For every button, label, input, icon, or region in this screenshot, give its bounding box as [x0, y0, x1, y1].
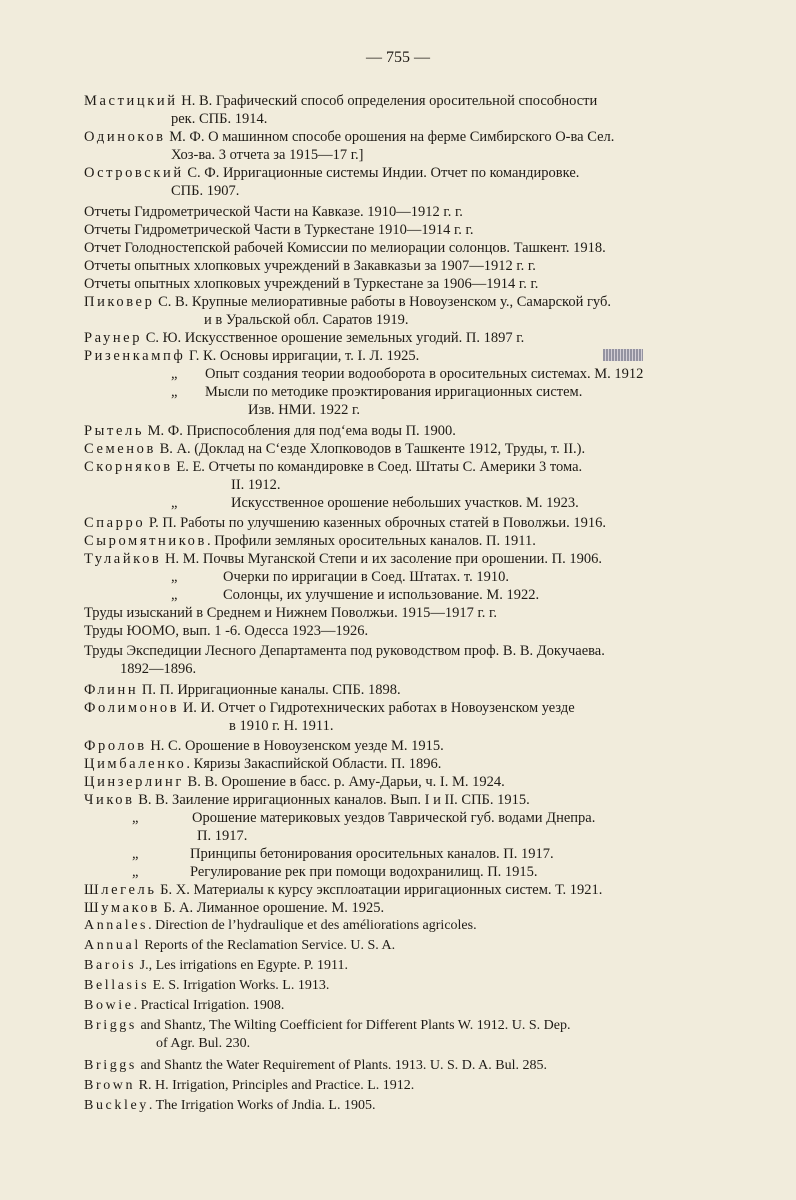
entry-continuation: П. 1917.	[197, 828, 248, 844]
entry-line: Флинн П. П. Ирригационные каналы. СПБ. 1898.	[84, 682, 401, 698]
ditto-entry: „ Мысли по методике проэктирования ирригационных систем.	[171, 384, 583, 400]
entry-line: Труды Экспедиции Лесного Департамента под руководством проф. В. В. Докучаева.	[84, 643, 605, 659]
entry-continuation: II. 1912.	[231, 477, 281, 493]
entry-continuation: в 1910 г. Н. 1911.	[229, 718, 334, 734]
ditto-entry: „ Принципы бетонирования оросительных каналов. П. 1917.	[132, 846, 554, 862]
entry-line: Островский С. Ф. Ирригационные системы Индии. Отчет по командировке.	[84, 165, 580, 181]
entry-line: Briggs and Shantz, The Wilting Coefficient for Different Plants W. 1912. U. S. Dep.	[84, 1018, 571, 1033]
entry-continuation: рек. СПБ. 1914.	[171, 111, 268, 127]
entry-line: Тулайков Н. М. Почвы Муганской Степи и их засоление при орошении. П. 1906.	[84, 551, 602, 567]
entry-line: Briggs and Shantz the Water Requirement of Plants. 1913. U. S. D. A. Bul. 285.	[84, 1058, 547, 1073]
entry-line: Annual Reports of the Reclamation Service. U. S. A.	[84, 938, 396, 953]
entry-line: Шлегель Б. Х. Материалы к курсу эксплоатации ирригационных систем. Т. 1921.	[84, 882, 603, 898]
entry-line: Отчеты Гидрометрической Части в Туркестане 1910—1914 г. г.	[84, 222, 474, 238]
entry-line: Скорняков Е. Е. Отчеты по командировке в Соед. Штаты С. Америки 3 тома.	[84, 459, 583, 475]
entry-line: Цинзерлинг В. В. Орошение в басс. р. Аму-Дарьи, ч. I. М. 1924.	[84, 774, 505, 790]
ditto-entry: „ Орошение материковых уездов Таврической губ. водами Днепра.	[132, 810, 596, 826]
entry-line: Отчет Голодностепской рабочей Комиссии по мелиорации солонцов. Ташкент. 1918.	[84, 240, 606, 256]
entry-line: Мастицкий Н. В. Графический способ определения оросительной способности	[84, 93, 598, 109]
entry-line: Brown R. H. Irrigation, Principles and Practice. L. 1912.	[84, 1078, 415, 1093]
entry-line: Bellasis E. S. Irrigation Works. L. 1913.	[84, 978, 330, 993]
entry-continuation: of Agr. Bul. 230.	[156, 1036, 251, 1051]
entry-line: Buckley. The Irrigation Works of Jndia. L. 1905.	[84, 1098, 376, 1113]
entry-line: Чиков В. В. Заиление ирригационных каналов. Вып. I и II. СПБ. 1915.	[84, 792, 530, 808]
entry-continuation: Хоз-ва. 3 отчета за 1915—17 г.]	[171, 147, 364, 163]
entry-line: Annales. Direction de l’hydraulique et des améliorations agricoles.	[84, 918, 477, 933]
ditto-entry: „ Солонцы, их улучшение и использование. М. 1922.	[171, 587, 540, 603]
ditto-entry: „ Опыт создания теории водооборота в оросительных системах. М. 1912	[171, 366, 644, 382]
entry-line: Ризенкампф Г. К. Основы ирригации, т. I. Л. 1925.	[84, 348, 420, 364]
entry-line: Шумаков Б. А. Лиманное орошение. М. 1925.	[84, 900, 385, 916]
entry-line: Спарро Р. П. Работы по улучшению казенных оброчных статей в Поволжьи. 1916.	[84, 515, 606, 531]
entry-continuation: и в Уральской обл. Саратов 1919.	[204, 312, 409, 328]
entry-line: Отчеты опытных хлопковых учреждений в Закавказьи за 1907—1912 г. г.	[84, 258, 536, 274]
entry-line: Одиноков М. Ф. О машинном способе орошения на ферме Симбирского О-ва Сел.	[84, 129, 615, 145]
ditto-entry: „ Очерки по ирригации в Соед. Штатах. т. 1910.	[171, 569, 510, 585]
entry-line: Труды изысканий в Среднем и Нижнем Поволжьи. 1915—1917 г. г.	[84, 605, 497, 621]
entry-line: Сыромятников. Профили земляных оросительных каналов. П. 1911.	[84, 533, 536, 549]
entry-line: Фролов Н. С. Орошение в Новоузенском уезде М. 1915.	[84, 738, 444, 754]
ditto-entry: „ Регулирование рек при помощи водохранилищ. П. 1915.	[132, 864, 538, 880]
entry-line: Barois J., Les irrigations en Egypte. P. 1911.	[84, 958, 348, 973]
entry-continuation: 1892—1896.	[120, 661, 197, 677]
entry-line: Отчеты Гидрометрической Части на Кавказе. 1910—1912 г. г.	[84, 204, 463, 220]
ditto-entry: „ Искусственное орошение небольших участков. М. 1923.	[171, 495, 579, 511]
entry-line: Раунер С. Ю. Искусственное орошение земельных угодий. П. 1897 г.	[84, 330, 525, 346]
library-stamp-mark	[603, 349, 643, 361]
entry-line: Фолимонов И. И. Отчет о Гидротехнических работах в Новоузенском уезде	[84, 700, 575, 716]
entry-line: Отчеты опытных хлопковых учреждений в Туркестане за 1906—1914 г. г.	[84, 276, 539, 292]
entry-line: Рытель М. Ф. Приспособления для под‘ема воды П. 1900.	[84, 423, 456, 439]
entry-line: Цимбаленко. Кяризы Закаспийской Области. П. 1896.	[84, 756, 442, 772]
entry-line: Труды ЮОМО, вып. 1 -6. Одесса 1923—1926.	[84, 623, 369, 639]
entry-continuation: Изв. НМИ. 1922 г.	[248, 402, 360, 418]
entry-line: Пиковер С. В. Крупные мелиоративные работы в Новоузенском у., Самарской губ.	[84, 294, 611, 310]
entry-continuation: СПБ. 1907.	[171, 183, 240, 199]
entry-line: Семенов В. А. (Доклад на С‘езде Хлопководов в Ташкенте 1912, Труды, т. II.).	[84, 441, 586, 457]
entry-line: Bowie. Practical Irrigation. 1908.	[84, 998, 285, 1013]
page-number: — 755 —	[366, 49, 430, 66]
